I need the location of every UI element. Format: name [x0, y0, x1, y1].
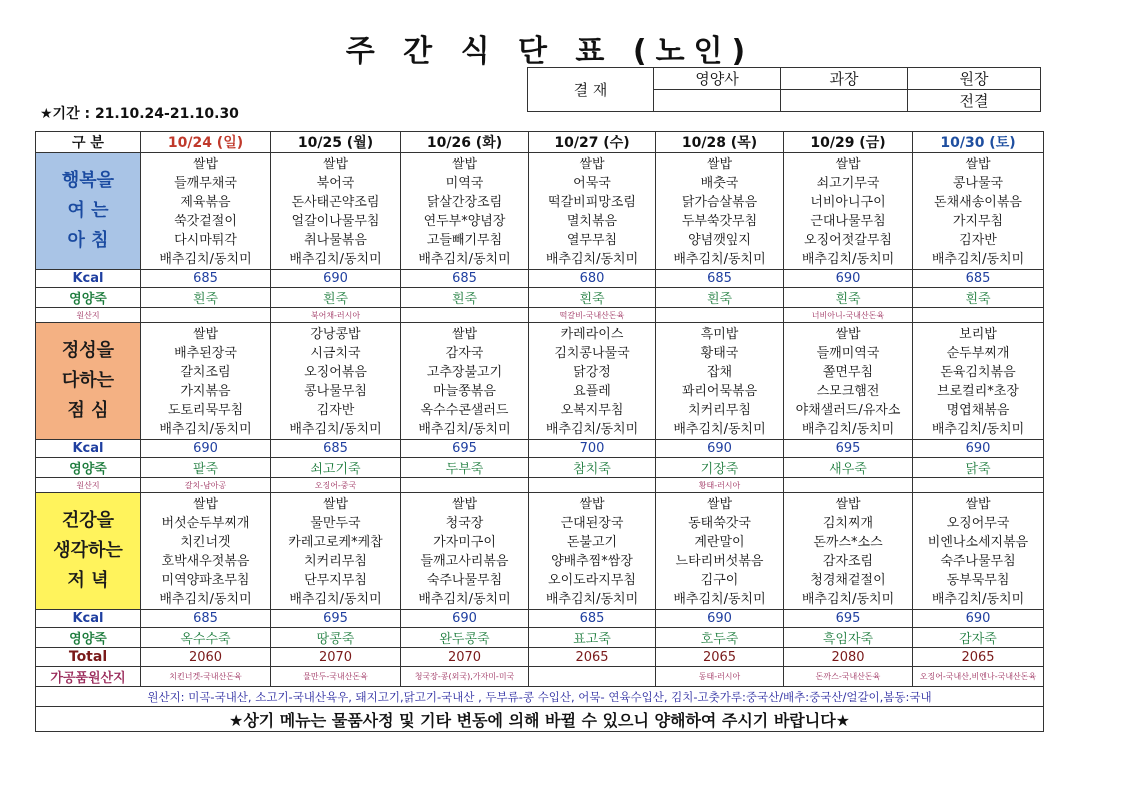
menu-item: 김구이	[700, 573, 739, 588]
porridge-row	[36, 628, 1044, 648]
menu-item: 돈까스*소스	[813, 535, 883, 550]
kcal-value: 685	[656, 270, 784, 288]
day-menu-cell	[784, 323, 913, 440]
menu-item: 흑미밥	[700, 327, 739, 342]
menu-item: 동태쑥갓국	[688, 516, 751, 531]
total-value: 2070	[271, 648, 401, 667]
total-value: 2065	[656, 648, 784, 667]
menu-item: 갈치조림	[180, 365, 231, 380]
lunch-label	[36, 323, 141, 440]
menu-item: 배추김치/동치미	[289, 422, 382, 437]
menu-item: 청경채겉절이	[810, 573, 886, 588]
menu-item: 취나물볶음	[304, 233, 367, 248]
menu-item: 쌀밥	[451, 497, 478, 512]
menu-item: 쌀밥	[579, 497, 605, 512]
processed-origin-value: 청국장-콩(외국),가자미-미국	[401, 667, 529, 687]
kcal-value: 685	[913, 270, 1044, 288]
total-value: 2080	[784, 648, 913, 667]
meal-label-line: 다하는	[61, 370, 115, 391]
origin-label: 원산지	[36, 308, 141, 323]
porridge-value: 흰죽	[656, 288, 784, 308]
origin-value	[529, 478, 656, 493]
approval-box	[527, 67, 1041, 112]
menu-item: 배추김치/동치미	[545, 592, 639, 607]
kcal-value: 690	[913, 440, 1044, 458]
menu-item: 동부묵무침	[946, 573, 1010, 588]
menu-item: 돈불고기	[566, 535, 618, 550]
porridge-value: 흰죽	[401, 288, 529, 308]
total-value: 2065	[529, 648, 656, 667]
menu-item: 북어국	[316, 176, 355, 191]
menu-item: 배추김치/동치미	[931, 592, 1025, 607]
menu-item: 닭가슴살볶음	[681, 195, 758, 210]
porridge-value: 쇠고기죽	[271, 458, 401, 478]
menu-item: 카레고로케*케찹	[288, 535, 383, 550]
menu-item: 계란말이	[694, 535, 745, 550]
kcal-value: 700	[529, 440, 656, 458]
approval-role-manager: 과장	[781, 68, 908, 90]
kcal-row	[36, 270, 1044, 288]
processed-origin-value: 치킨너겟-국내산돈육	[141, 667, 271, 687]
day-menu-cell	[656, 323, 784, 440]
origin-row	[36, 478, 1044, 493]
porridge-value: 감자죽	[913, 628, 1044, 648]
day-header: 10/28 (목)	[656, 132, 784, 153]
menu-item: 들깨미역국	[816, 346, 880, 361]
menu-item: 김자반	[959, 233, 997, 248]
menu-item: 배추김치/동치미	[673, 422, 766, 437]
kcal-value: 695	[784, 440, 913, 458]
processed-origin-value: 동태-러시아	[656, 667, 784, 687]
menu-item: 배추된장국	[174, 346, 237, 361]
menu-item: 물만두국	[310, 516, 361, 531]
kcal-value: 685	[141, 610, 271, 628]
total-value: 2070	[401, 648, 529, 667]
menu-item: 쌀밥	[835, 497, 861, 512]
origin-value: 떡갈비-국내산돈육	[529, 308, 656, 323]
menu-item: 요플레	[573, 384, 611, 399]
kcal-value: 690	[271, 270, 401, 288]
meal-label-line: 행복을	[61, 170, 115, 191]
day-menu-cell	[529, 153, 656, 270]
menu-item: 배추김치/동치미	[418, 592, 511, 607]
menu-item: 콩나물무침	[304, 384, 367, 399]
menu-item: 김치찌개	[822, 516, 874, 531]
menu-item: 쌀밥	[579, 157, 605, 172]
menu-item: 야채샐러드/유자소	[795, 403, 901, 418]
kcal-value: 690	[656, 610, 784, 628]
menu-item: 쌀밥	[965, 497, 991, 512]
dinner-row	[36, 493, 1044, 610]
day-menu-cell	[271, 153, 401, 270]
notice-text: ★상기 메뉴는 물품사정 및 기타 변동에 의해 바뀔 수 있으니 양해하여 주시기 바랍니다★	[36, 707, 1044, 732]
kcal-value: 690	[656, 440, 784, 458]
meal-label-line: 여 는	[67, 200, 109, 221]
menu-item: 버섯순두부찌개	[161, 516, 250, 531]
total-label: Total	[36, 648, 141, 667]
menu-item: 황태국	[700, 346, 739, 361]
kcal-value: 685	[271, 440, 401, 458]
menu-item: 쌀밥	[835, 157, 861, 172]
menu-item: 마늘쫑볶음	[433, 384, 496, 399]
origin-value: 북어채-러시아	[271, 308, 401, 323]
origin-value	[656, 308, 784, 323]
menu-item: 열무무침	[566, 233, 618, 248]
origin-value: 너비아니-국내산돈육	[784, 308, 913, 323]
menu-item: 오징어무국	[946, 516, 1010, 531]
porridge-label: 영양죽	[36, 288, 141, 308]
porridge-value: 새우죽	[784, 458, 913, 478]
origin-note: 원산지: 미곡-국내산, 소고기-국내산육우, 돼지고기,닭고기-국내산 , 두부류-콩 수입산, 어묵- 연육수입산, 김치-고춧가루:중국산/배추:중국산/얼갈이,봄동:국내	[36, 687, 1044, 707]
approval-sign-nutritionist	[654, 90, 781, 112]
menu-item: 시금치국	[310, 346, 361, 361]
porridge-row	[36, 458, 1044, 478]
menu-period: ★기간 : 21.10.24-21.10.30	[40, 106, 239, 122]
menu-item: 강낭콩밥	[310, 327, 361, 342]
porridge-label: 영양죽	[36, 628, 141, 648]
menu-item: 쌀밥	[835, 327, 861, 342]
kcal-value: 690	[401, 610, 529, 628]
menu-item: 숙주나물무침	[940, 554, 1016, 569]
menu-item: 배추김치/동치미	[418, 422, 511, 437]
menu-item: 쌀밥	[192, 157, 219, 172]
origin-value: 오징어-중국	[271, 478, 401, 493]
menu-item: 도토리묵무침	[167, 403, 244, 418]
total-value: 2060	[141, 648, 271, 667]
kcal-row	[36, 610, 1044, 628]
porridge-value: 참치죽	[529, 458, 656, 478]
menu-item: 양배추찜*쌈장	[551, 554, 633, 569]
menu-item: 가지무침	[952, 214, 1004, 229]
porridge-value: 흰죽	[784, 288, 913, 308]
processed-origin-value: 오징어-국내산,비엔나-국내산돈육	[913, 667, 1044, 687]
menu-item: 떡갈비피망조림	[548, 195, 636, 210]
meal-label-line: 정성을	[61, 340, 115, 361]
menu-item: 쌀밥	[322, 497, 349, 512]
lunch-row	[36, 323, 1044, 440]
meal-label-line: 생각하는	[53, 540, 123, 561]
menu-item: 근대나물무침	[810, 214, 886, 229]
porridge-value: 옥수수죽	[141, 628, 271, 648]
menu-item: 청국장	[445, 516, 484, 531]
menu-item: 쌀밥	[706, 157, 733, 172]
menu-item: 가지볶음	[180, 384, 231, 399]
origin-value	[141, 308, 271, 323]
menu-item: 쌀밥	[451, 157, 478, 172]
menu-item: 배추김치/동치미	[931, 422, 1025, 437]
menu-item: 쇠고기무국	[816, 176, 880, 191]
menu-item: 제육볶음	[180, 195, 231, 210]
origin-value: 갈치-남아공	[141, 478, 271, 493]
dinner-label	[36, 493, 141, 610]
day-menu-cell	[141, 493, 271, 610]
kcal-label: Kcal	[36, 610, 141, 628]
menu-item: 배추김치/동치미	[801, 422, 895, 437]
menu-item: 배추김치/동치미	[418, 252, 511, 267]
menu-item: 김자반	[316, 403, 355, 418]
menu-item: 쑥갓겉절이	[174, 214, 237, 229]
menu-item: 다시마튀각	[174, 233, 237, 248]
menu-item: 배추김치/동치미	[159, 422, 252, 437]
page-title: 주 간 식 단 표 (노인)	[345, 34, 755, 69]
day-menu-cell	[529, 323, 656, 440]
menu-item: 연두부*양념장	[423, 214, 506, 229]
day-menu-cell	[271, 323, 401, 440]
menu-item: 돈육김치볶음	[940, 365, 1016, 380]
processed-origin-row	[36, 667, 1044, 687]
porridge-value: 완두콩죽	[401, 628, 529, 648]
porridge-label: 영양죽	[36, 458, 141, 478]
header-row	[36, 132, 1044, 153]
menu-item: 순두부찌개	[946, 346, 1010, 361]
day-menu-cell	[913, 493, 1044, 610]
porridge-value: 닭죽	[913, 458, 1044, 478]
day-menu-cell	[656, 493, 784, 610]
origin-value	[784, 478, 913, 493]
menu-item: 미역양파초무침	[161, 573, 250, 588]
menu-item: 쌀밥	[192, 327, 219, 342]
menu-item: 쌀밥	[965, 157, 991, 172]
kcal-value: 685	[141, 270, 271, 288]
menu-item: 닭살간장조림	[426, 195, 503, 210]
menu-item: 배추김치/동치미	[801, 252, 895, 267]
origin-value	[913, 478, 1044, 493]
menu-item: 근대된장국	[560, 516, 624, 531]
menu-item: 쌀밥	[706, 497, 733, 512]
porridge-row	[36, 288, 1044, 308]
breakfast-row	[36, 153, 1044, 270]
menu-item: 쌀밥	[451, 327, 478, 342]
kcal-label: Kcal	[36, 270, 141, 288]
menu-item: 멸치볶음	[566, 214, 618, 229]
menu-item: 오징어볶음	[304, 365, 367, 380]
day-header: 10/27 (수)	[529, 132, 656, 153]
meal-label-line: 아 침	[67, 230, 109, 251]
day-menu-cell	[141, 323, 271, 440]
kcal-value: 690	[913, 610, 1044, 628]
processed-origin-value	[529, 667, 656, 687]
porridge-value: 표고죽	[529, 628, 656, 648]
porridge-value: 기장죽	[656, 458, 784, 478]
menu-item: 옥수수콘샐러드	[420, 403, 509, 418]
menu-item: 오복지무침	[560, 403, 624, 418]
menu-item: 치커리무침	[688, 403, 751, 418]
porridge-value: 흑임자죽	[784, 628, 913, 648]
processed-origin-value: 물만두-국내산돈육	[271, 667, 401, 687]
approval-sign-manager	[781, 90, 908, 112]
menu-item: 배추김치/동치미	[545, 252, 639, 267]
kcal-value: 690	[784, 270, 913, 288]
menu-item: 미역국	[445, 176, 484, 191]
menu-item: 고추장불고기	[426, 365, 503, 380]
menu-item: 배추김치/동치미	[931, 252, 1025, 267]
menu-item: 배추김치/동치미	[545, 422, 639, 437]
menu-item: 호박새우젓볶음	[161, 554, 250, 569]
menu-item: 쫄면무침	[822, 365, 874, 380]
menu-item: 돈채새송이볶음	[934, 195, 1022, 210]
origin-value	[401, 308, 529, 323]
origin-value: 황태-러시아	[656, 478, 784, 493]
menu-item: 너비아니구이	[810, 195, 886, 210]
menu-item: 쌀밥	[322, 157, 349, 172]
header-label: 구 분	[36, 132, 141, 153]
menu-item: 오이도라지무침	[548, 573, 636, 588]
menu-item: 꽈리어묵볶음	[681, 384, 758, 399]
menu-item: 고들빼기무침	[426, 233, 503, 248]
menu-item: 카레라이스	[560, 327, 624, 342]
meal-label-line: 건강을	[61, 510, 115, 531]
menu-item: 배추김치/동치미	[801, 592, 895, 607]
menu-item: 치킨너겟	[180, 535, 231, 550]
menu-item: 양념깻잎지	[688, 233, 751, 248]
menu-item: 배추김치/동치미	[289, 592, 382, 607]
menu-item: 배추김치/동치미	[159, 252, 252, 267]
day-menu-cell	[401, 323, 529, 440]
menu-item: 배추김치/동치미	[673, 592, 766, 607]
kcal-value: 695	[271, 610, 401, 628]
day-menu-cell	[141, 153, 271, 270]
day-menu-cell	[784, 493, 913, 610]
day-header: 10/26 (화)	[401, 132, 529, 153]
porridge-value: 땅콩죽	[271, 628, 401, 648]
porridge-value: 흰죽	[271, 288, 401, 308]
menu-item: 오징어젓갈무침	[804, 233, 892, 248]
porridge-value: 호두죽	[656, 628, 784, 648]
menu-item: 치커리무침	[304, 554, 367, 569]
menu-item: 느타리버섯볶음	[675, 554, 764, 569]
meal-label-line: 점 심	[67, 400, 109, 421]
menu-item: 얼갈이나물무침	[291, 214, 380, 229]
day-menu-cell	[529, 493, 656, 610]
menu-item: 명엽채볶음	[946, 403, 1010, 418]
day-menu-cell	[401, 153, 529, 270]
day-header: 10/30 (토)	[913, 132, 1044, 153]
kcal-value: 685	[529, 610, 656, 628]
origin-value	[401, 478, 529, 493]
processed-origin-label: 가공품원산지	[36, 667, 141, 687]
kcal-value: 690	[141, 440, 271, 458]
menu-item: 김치콩나물국	[554, 346, 630, 361]
approval-role-nutritionist: 영양사	[654, 68, 781, 90]
day-menu-cell	[271, 493, 401, 610]
porridge-value: 두부죽	[401, 458, 529, 478]
processed-origin-value: 돈까스-국내산돈육	[784, 667, 913, 687]
menu-item: 브로컬리*초장	[937, 384, 1019, 399]
menu-item: 배추김치/동치미	[289, 252, 382, 267]
kcal-value: 680	[529, 270, 656, 288]
menu-item: 스모크햄전	[816, 384, 880, 399]
menu-item: 들깨고사리볶음	[420, 554, 509, 569]
day-menu-cell	[656, 153, 784, 270]
menu-item: 어묵국	[573, 176, 611, 191]
menu-item: 돈사태곤약조림	[291, 195, 380, 210]
menu-item: 가자미구이	[433, 535, 496, 550]
kcal-value: 695	[401, 440, 529, 458]
menu-item: 잡채	[706, 365, 733, 380]
day-menu-cell	[401, 493, 529, 610]
kcal-label: Kcal	[36, 440, 141, 458]
origin-note-row	[36, 687, 1044, 707]
approval-role-director: 원장	[908, 68, 1041, 90]
day-menu-cell	[913, 153, 1044, 270]
porridge-value: 팥죽	[141, 458, 271, 478]
menu-table	[35, 131, 1044, 732]
menu-item: 비엔나소세지볶음	[927, 535, 1029, 550]
menu-item: 두부쑥갓무침	[681, 214, 758, 229]
origin-label: 원산지	[36, 478, 141, 493]
total-value: 2065	[913, 648, 1044, 667]
notice-row	[36, 707, 1044, 732]
menu-item: 콩나물국	[952, 176, 1004, 191]
menu-item: 숙주나물무침	[426, 573, 503, 588]
menu-item: 감자국	[445, 346, 484, 361]
day-menu-cell	[784, 153, 913, 270]
menu-item: 배추김치/동치미	[673, 252, 766, 267]
porridge-value: 흰죽	[141, 288, 271, 308]
meal-label-line: 저 녁	[67, 570, 109, 591]
menu-item: 닭강정	[573, 365, 611, 380]
porridge-value: 흰죽	[529, 288, 656, 308]
approval-status: 전결	[908, 90, 1041, 112]
origin-row	[36, 308, 1044, 323]
day-header: 10/25 (월)	[271, 132, 401, 153]
origin-value	[913, 308, 1044, 323]
day-menu-cell	[913, 323, 1044, 440]
menu-item: 감자조림	[822, 554, 874, 569]
menu-item: 단무지무침	[304, 573, 367, 588]
porridge-value: 흰죽	[913, 288, 1044, 308]
menu-item: 배춧국	[700, 176, 739, 191]
day-header: 10/24 (일)	[141, 132, 271, 153]
total-row	[36, 648, 1044, 667]
menu-item: 쌀밥	[192, 497, 219, 512]
kcal-value: 685	[401, 270, 529, 288]
menu-item: 보리밥	[959, 327, 997, 342]
approval-label: 결 재	[528, 68, 654, 112]
menu-item: 배추김치/동치미	[159, 592, 252, 607]
day-header: 10/29 (금)	[784, 132, 913, 153]
kcal-value: 695	[784, 610, 913, 628]
kcal-row	[36, 440, 1044, 458]
breakfast-label	[36, 153, 141, 270]
menu-item: 들깨무채국	[174, 176, 237, 191]
